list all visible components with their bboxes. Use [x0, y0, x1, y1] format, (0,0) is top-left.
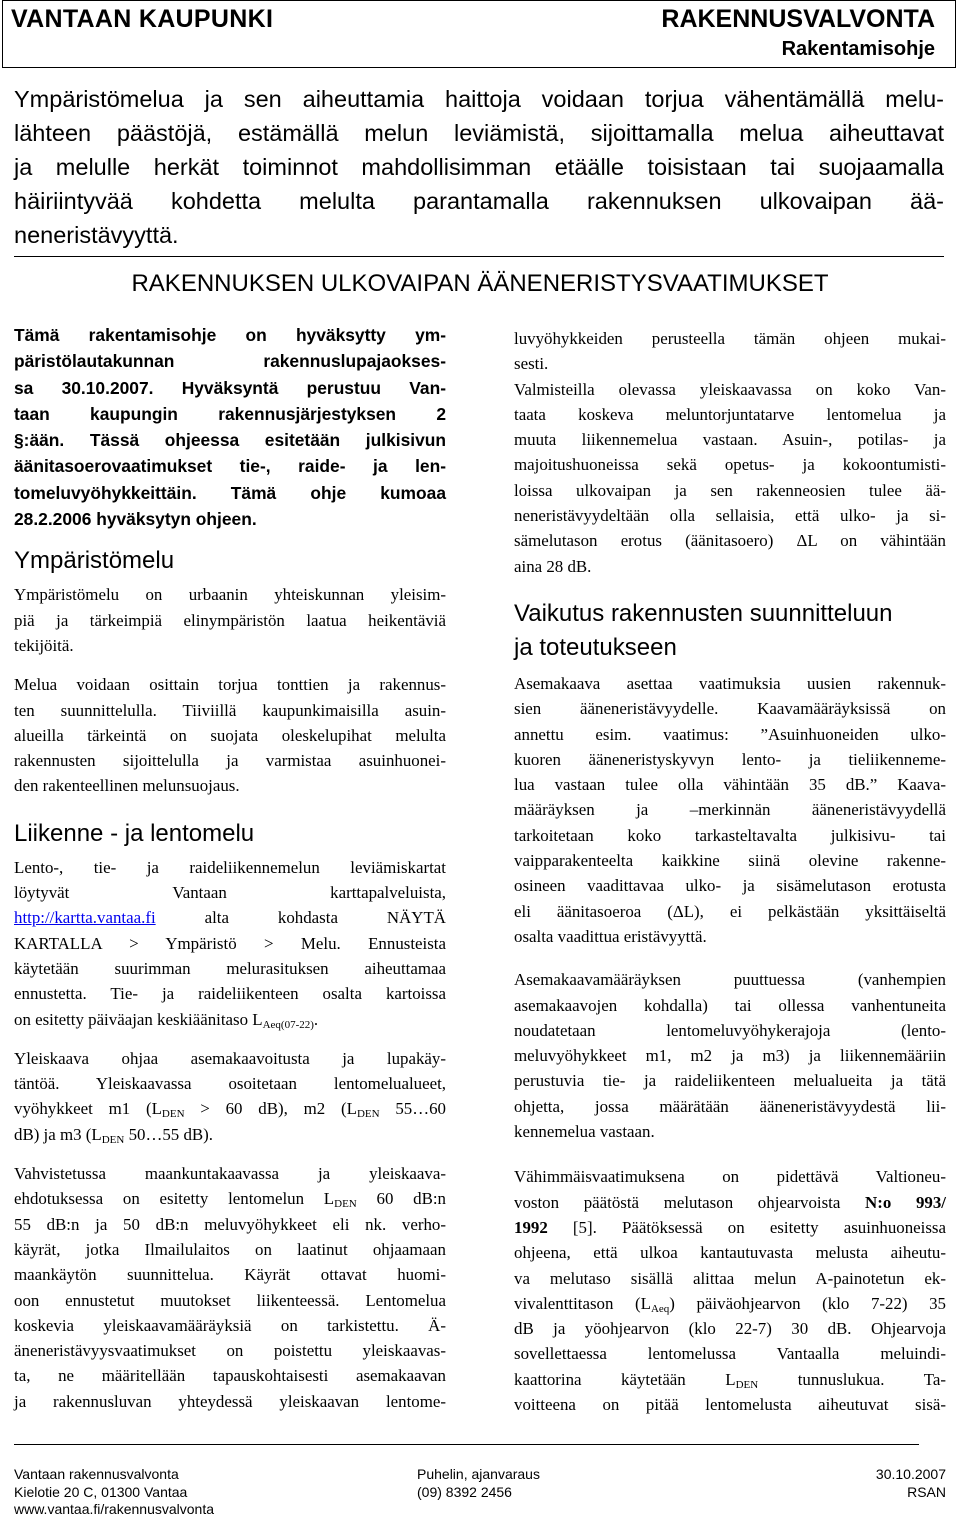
text-line: meluvyöhykkeet m1, m2 ja m3) ja liikennemääriin — [514, 1046, 946, 1066]
subscript: DEN — [735, 1378, 759, 1391]
footer-divider — [14, 1444, 919, 1445]
text-fragment: 60 dB:n — [356, 1189, 446, 1209]
text-line: tarkoitetaan koko tarkasteltavalta julkisivu- tai — [514, 825, 946, 845]
intro-line: neneristävyyttä. — [14, 222, 179, 248]
text-line: noudatetaan lentomeluvyöhykerajoja (lento- — [514, 1020, 946, 1040]
text-line — [14, 1186, 446, 1211]
text-fragment: on esitetty päiväajan keskiäänitaso L — [14, 1009, 263, 1029]
text-line: sien ääneneristävyydelle. Kaavamääräyksissä on — [514, 699, 946, 719]
text-line: Asemakaavamääräyksen puuttuessa (vanhempien — [514, 970, 946, 990]
heading-ymparistomelu: Ympäristömelu — [14, 547, 175, 575]
paragraph — [514, 377, 946, 579]
text-line — [14, 1122, 446, 1147]
text-line: oon ennustetut muutokset liikenteessä. Lentomelua — [14, 1290, 446, 1310]
paragraph — [14, 1161, 446, 1414]
text-line: rakennusten sijoittelulla ja varmistaa asuinhuonei- — [14, 751, 446, 771]
paragraph — [514, 1164, 946, 1417]
text-line: luvyöhykkeiden perusteella tämän ohjeen mukai- — [514, 329, 946, 348]
subscript: Aeq — [650, 1302, 670, 1315]
text-line — [14, 905, 446, 930]
text-line: ten suunnittelulla. Tiiviillä kaupunkimaisilla asuin- — [14, 700, 446, 720]
text-line — [14, 1096, 446, 1121]
text-fragment: alta kohdasta NÄYTÄ — [155, 908, 446, 928]
page-header — [2, 0, 956, 68]
text-line — [514, 1291, 946, 1316]
header-department: RAKENNUSVALVONTA — [661, 5, 935, 33]
approval-line: sa 30.10.2007. Hyväksyntä perustuu Van- — [14, 377, 446, 398]
text-fragment: dB) ja m3 (L — [14, 1124, 102, 1144]
text-line: lua vastaan tulee olla vähintään 35 dB.” Kaava- — [514, 775, 946, 795]
regulation-year: 1992 — [514, 1217, 548, 1237]
footer-website[interactable]: www.vantaa.fi/rakennusvalvonta — [14, 1501, 214, 1517]
text-line: perustuvia tie- ja raideliikenteen melualueita ja tätä — [514, 1071, 946, 1091]
text-line: ennustetta. Tie- ja raideliikenteen osalta kartoissa — [14, 984, 446, 1004]
text-fragment: tunnuslukua. Ta- — [758, 1369, 946, 1389]
footer-street: Kielotie 20 C, 01300 Vantaa — [14, 1483, 188, 1500]
text-line: majoitushuoneissa sekä opetus- ja kokoontumisti- — [514, 455, 946, 475]
text-line: ja rakennusluvan yhteydessä yleiskaavan lentome- — [14, 1391, 446, 1411]
text-line: den rakenteellinen melunsuojaus. — [14, 776, 240, 796]
text-line: määräyksen ja –merkinnän ääneneristävyydellä — [514, 800, 946, 820]
text-line: aina 28 dB. — [514, 556, 592, 576]
text-fragment: ) päiväohjearvon (klo 7-22) 35 — [669, 1293, 946, 1313]
left-column — [14, 322, 446, 1428]
text-line: sämelutason erotus (äänitasoero) ΔL on vähintään — [514, 531, 946, 551]
approval-line: taan kaupungin rakennusjärjestyksen 2 — [14, 403, 446, 424]
text-line: Asemakaava asettaa vaatimuksia uusien rakennuk- — [514, 673, 946, 693]
text-line: sesti. — [514, 354, 549, 374]
text-line: tekijöitä. — [14, 635, 74, 655]
paragraph — [14, 672, 446, 798]
text-line: sovellettaessa lentomelussa Vantaalla meluindi- — [514, 1344, 946, 1364]
subscript: DEN — [161, 1108, 185, 1121]
text-line: käyrät, jotka Ilmailulaitos on laatinut ohjaamaan — [14, 1239, 446, 1259]
footer-phone: (09) 8392 2456 — [417, 1483, 512, 1500]
text-line — [514, 1190, 946, 1215]
text-line: kuoren ääneneristyskyvyn lento- ja tieliikenneme- — [514, 749, 946, 769]
footer-address — [14, 1466, 214, 1519]
text-fragment: > 60 dB), m2 (L — [184, 1099, 357, 1119]
approval-line: Tämä rakentamisohje on hyväksytty ym- — [14, 325, 446, 345]
text-line: Ympäristömelu on urbaanin yhteiskunnan yleisim- — [14, 585, 446, 605]
text-fragment: [5]. Päätöksessä on esitetty asuinhuoneissa — [547, 1217, 946, 1237]
footer-code: RSAN — [907, 1483, 946, 1500]
heading-line: ja toteutukseen — [514, 633, 677, 661]
approval-line: §:ään. Tässä ohjeessa esitetään julkisivun — [14, 430, 446, 451]
paragraph — [514, 671, 946, 949]
text-line: muuta liikennemelua vastaan. Asuin-, potilas- ja — [514, 430, 946, 450]
text-fragment: voston päätöstä melutason ohjearvoista — [514, 1192, 866, 1212]
approval-line: tomeluvyöhykkeittäin. Tämä ohje kumoaa — [14, 482, 446, 503]
text-line: löytyvät Vantaan karttapalveluista, — [14, 883, 446, 903]
text-line: dB ja yöohjearvon (klo 22-7) 30 dB. Ohjearvoja — [514, 1319, 946, 1339]
intro-line: Ympäristömelua ja sen aiheuttamia haittoja voidaan torjua vähentämällä melu- — [14, 86, 944, 112]
text-line: Vahvistetussa maankuntakaavassa ja yleiskaava- — [14, 1164, 446, 1184]
paragraph — [14, 1046, 446, 1147]
text-fragment: vyöhykkeet m1 (L — [14, 1099, 162, 1119]
text-line: voitteena on pitää lentomelusta aiheutuvat sisä- — [514, 1394, 946, 1414]
subscript: DEN — [101, 1133, 125, 1146]
text-line: neneristävyydeltään olla sellaisia, että ulko- ja si- — [514, 506, 946, 526]
intro-line: ja melulle herkät toiminnot mahdollisimman etäälle toisistaan tai suojaamalla — [14, 154, 944, 180]
paragraph — [514, 967, 946, 1144]
approval-line: päristölautakunnan rakennuslupajaokses- — [14, 351, 446, 372]
right-column — [514, 326, 946, 1431]
text-line: Lento-, tie- ja raideliikennemelun leviämiskartat — [14, 857, 446, 877]
regulation-number: N:o 993/ — [865, 1192, 946, 1212]
text-line: loissa ulkovaipan ja sen rakenneosien tulee ää- — [514, 480, 946, 500]
heading-line: Vaikutus rakennusten suunnitteluun — [514, 599, 893, 627]
header-doc-type: Rakentamisohje — [781, 38, 935, 60]
paragraph — [514, 326, 946, 377]
text-line: taata koskeva meluntorjuntatarve lentomelua ja — [514, 404, 946, 424]
text-fragment: 55…60 — [379, 1099, 446, 1119]
text-line: Valmisteilla olevassa yleiskaavassa on koko Van- — [514, 379, 946, 399]
text-line: osineen vaadittavaa ulko- ja sisämelutason erotusta — [514, 876, 946, 896]
text-line: ohjetta, jossa määrätään ääneneristävyydestä lii- — [514, 1096, 946, 1116]
approval-note — [14, 322, 446, 532]
text-line: piä ja tärkeimpiä elinympäristön laatua heikentäviä — [14, 610, 446, 630]
intro-line: häiriintyvää kohdetta melulta parantamalla rakennuksen ulkovaipan ää- — [14, 188, 944, 214]
subscript: DEN — [334, 1198, 357, 1211]
text-line: annettu esim. vaatimus: ”Asuinhuoneiden ulko- — [514, 724, 946, 744]
heading-liikenne: Liikenne - ja lentomelu — [14, 819, 255, 847]
approval-line: äänitasoerovaatimukset tie-, raide- ja len- — [14, 456, 446, 477]
text-line: Yleiskaava ohjaa asemakaavoitusta ja lupakäy- — [14, 1048, 446, 1068]
paragraph — [14, 855, 446, 1032]
text-fragment: 50…55 dB). — [124, 1124, 214, 1144]
text-line — [514, 1215, 946, 1240]
map-service-link[interactable]: http://kartta.vantaa.fi — [14, 908, 156, 928]
text-line: ohjeena, että ulkoa kantautuvasta melusta aiheutu- — [514, 1243, 946, 1263]
footer-phone-label: Puhelin, ajanvaraus — [417, 1466, 540, 1482]
subscript: DEN — [356, 1108, 380, 1121]
text-line: vaipparakenteelta kaikkine siinä olevine rakenne- — [514, 851, 946, 871]
text-line: koskevia yleiskaavamääräyksiä on tarkistettu. Ä- — [14, 1315, 446, 1335]
text-fragment: . — [313, 1009, 319, 1029]
intro-line: lähteen päästöjä, estämällä melun leviämistä, sijoittamalla melua aiheuttavat — [14, 120, 944, 146]
text-line — [14, 1007, 446, 1032]
paragraph — [14, 582, 446, 658]
text-line: alueilla tärkeintä on suojata oleskelupihat melulta — [14, 725, 446, 745]
intro-paragraph — [14, 82, 944, 252]
text-line: Vähimmäisvaatimuksena on pidettävä Valtioneu- — [514, 1167, 946, 1187]
divider — [14, 256, 944, 257]
footer-org: Vantaan rakennusvalvonta — [14, 1466, 179, 1482]
text-line: 55 dB:n ja 50 dB:n meluvyöhykkeet eli nk. verho- — [14, 1214, 446, 1234]
approval-line: 28.2.2006 hyväksytyn ohjeen. — [14, 509, 257, 530]
text-line: asemakaavojen kohdalla) tai ollessa vanhentuneita — [514, 995, 946, 1015]
footer-date: 30.10.2007 — [875, 1466, 946, 1482]
text-line: ta, ne määritellään tapauskohtaisesti asemakaavan — [14, 1366, 446, 1386]
heading-vaikutus — [514, 597, 946, 665]
text-line: va melutaso sisällä alittaa melun A-painotetun ek- — [514, 1268, 946, 1288]
text-fragment: vivalenttitason (L — [514, 1293, 651, 1313]
footer-contact — [417, 1466, 540, 1501]
subscript: Aeq(07-22) — [262, 1018, 314, 1031]
text-fragment: kaattorina käytetään L — [514, 1369, 736, 1389]
text-line: täntöä. Yleiskaavassa osoitetaan lentomelualueet, — [14, 1074, 446, 1094]
text-line: käytetään suurimman melurasituksen aiheuttamaa — [14, 958, 446, 978]
header-organization: VANTAAN KAUPUNKI — [11, 5, 274, 33]
text-fragment: ehdotuksessa on esitetty lentomelun L — [14, 1189, 335, 1209]
text-line: Melua voidaan osittain torjua tonttien ja rakennus- — [14, 675, 446, 695]
footer-meta — [876, 1466, 946, 1501]
text-line: KARTALLA > Ympäristö > Melu. Ennusteista — [14, 933, 446, 953]
text-line: äneneristävyysvaatimukset on poistettu yleiskaavas- — [14, 1341, 446, 1361]
text-line: maankäytön suunnittelua. Käyrät ottavat huomi- — [14, 1265, 446, 1285]
text-line: osalta vaadittua eristävyyttä. — [514, 926, 707, 946]
text-line: eli äänitasoeroa (ΔL), ei pelkästään yksittäiseltä — [514, 901, 946, 921]
text-line: kennemelua vastaan. — [514, 1122, 655, 1142]
main-title: RAKENNUKSEN ULKOVAIPAN ÄÄNENERISTYSVAATIMUKSET — [131, 270, 829, 297]
text-line — [514, 1367, 946, 1392]
